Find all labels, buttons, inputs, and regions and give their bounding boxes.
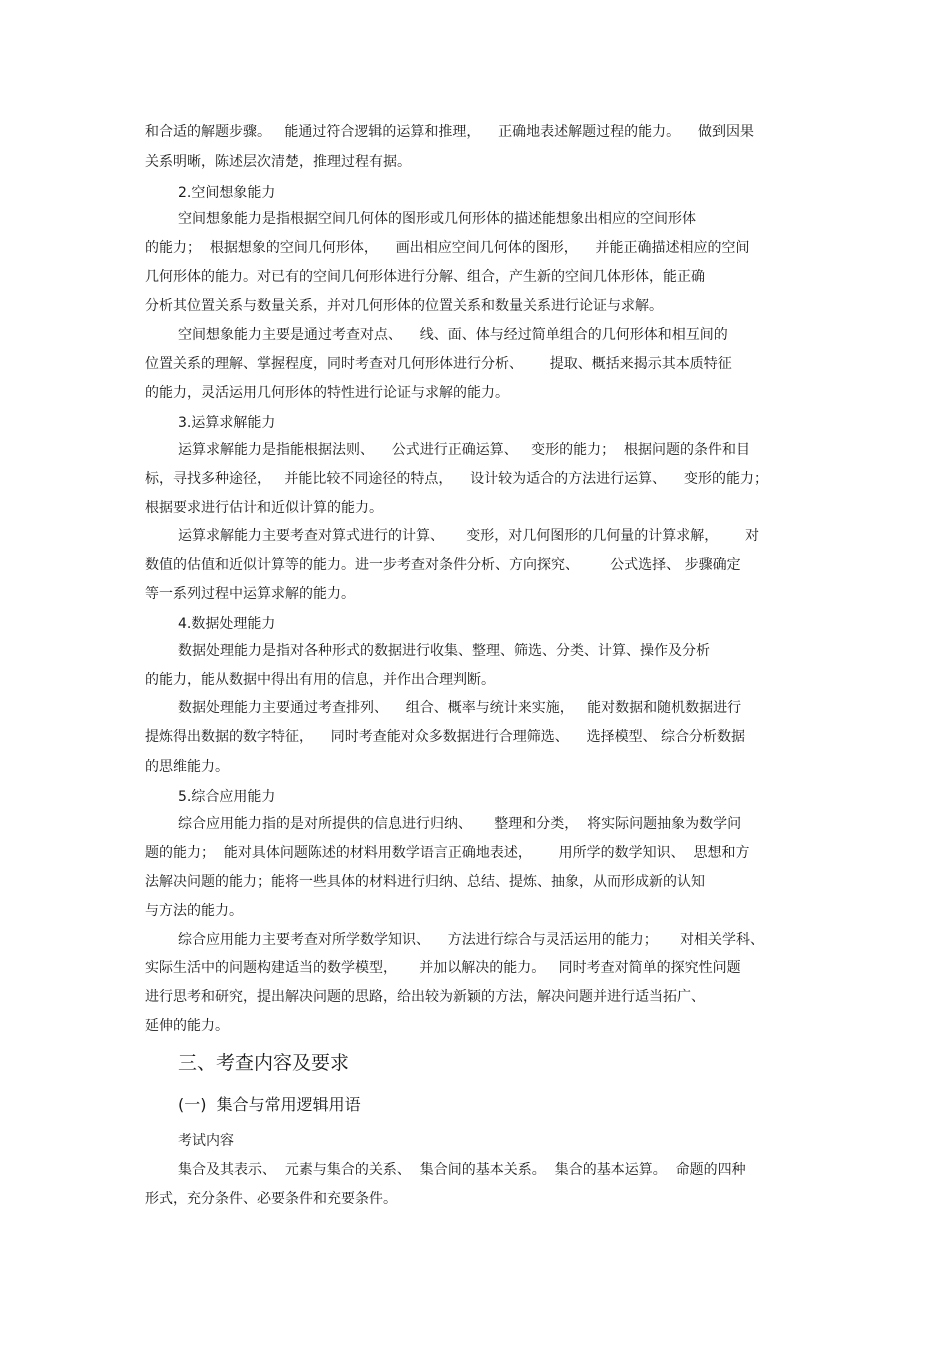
paragraph-line: 运算求解能力是指能根据法则、 公式进行正确运算、 变形的能力； 根据问题的条件和目 xyxy=(178,442,751,458)
paragraph-line: 的能力； 根据想象的空间几何形体， 画出相应空间几何体的图形， 并能正确描述相应的空间 xyxy=(145,240,750,256)
paragraph-line: 运算求解能力主要考查对算式进行的计算、 变形，对几何图形的几何量的计算求解， 对 xyxy=(178,528,759,544)
paragraph-line: 的能力，灵活运用几何形体的特性进行论证与求解的能力。 xyxy=(145,385,509,401)
paragraph-line: 法解决问题的能力；能将一些具体的材料进行归纳、总结、提炼、抽象，从而形成新的认知 xyxy=(145,874,705,890)
paragraph-line: 根据要求进行估计和近似计算的能力。 xyxy=(145,500,383,516)
section-heading: 2.空间想象能力 xyxy=(178,185,276,201)
paragraph-line: 实际生活中的问题构建适当的数学模型， 并加以解决的能力。 同时考查对简单的探究性问题 xyxy=(145,960,741,976)
paragraph-line: 和合适的解题步骤。 能通过符合逻辑的运算和推理， 正确地表述解题过程的能力。 做到因果 xyxy=(145,124,754,140)
paragraph-line: 进行思考和研究，提出解决问题的思路，给出较为新颖的方法，解决问题并进行适当拓广、 xyxy=(145,989,705,1005)
paragraph-line: 形式，充分条件、必要条件和充要条件。 xyxy=(145,1191,397,1207)
paragraph-line: 数据处理能力是指对各种形式的数据进行收集、整理、筛选、分类、计算、操作及分析 xyxy=(178,643,710,659)
paragraph-line: 综合应用能力主要考查对所学数学知识、 方法进行综合与灵活运用的能力； 对相关学科、 xyxy=(178,932,765,948)
paragraph-line: 关系明晰，陈述层次清楚，推理过程有据。 xyxy=(145,154,411,170)
paragraph-line: 集合及其表示、 元素与集合的关系、 集合间的基本关系。 集合的基本运算。 命题的四种 xyxy=(178,1162,746,1178)
paragraph-line: 数值的估值和近似计算等的能力。进一步考查对条件分析、方向探究、 公式选择、 步骤确定 xyxy=(145,557,741,573)
paragraph-line: 的能力，能从数据中得出有用的信息，并作出合理判断。 xyxy=(145,672,495,688)
paragraph-line: 空间想象能力主要是通过考查对点、 线、面、体与经过简单组合的几何形体和相互间的 xyxy=(178,327,728,343)
paragraph-line: 数据处理能力主要通过考查排列、 组合、概率与统计来实施， 能对数据和随机数据进行 xyxy=(178,700,742,716)
section-heading: 3.运算求解能力 xyxy=(178,415,276,431)
subsection-heading: (一) 集合与常用逻辑用语 xyxy=(178,1095,361,1114)
paragraph-line: 几何形体的能力。对已有的空间几何形体进行分解、组合，产生新的空间几体形体，能正确 xyxy=(145,269,705,285)
paragraph-line: 分析其位置关系与数量关系，并对几何形体的位置关系和数量关系进行论证与求解。 xyxy=(145,298,663,314)
paragraph-line: 标，寻找多种途径， 并能比较不同途径的特点， 设计较为适合的方法进行运算、 变形的能力； xyxy=(145,471,768,487)
paragraph-line: 位置关系的理解、掌握程度，同时考查对几何形体进行分析、 提取、概括来揭示其本质特征 xyxy=(145,356,732,372)
paragraph-line: 与方法的能力。 xyxy=(145,903,243,919)
paragraph-line: 空间想象能力是指根据空间几何体的图形或几何形体的描述能想象出相应的空间形体 xyxy=(178,211,696,227)
paragraph-line: 题的能力； 能对具体问题陈述的材料用数学语言正确地表述， 用所学的数学知识、 思想和方 xyxy=(145,845,750,861)
section-heading: 4.数据处理能力 xyxy=(178,616,276,632)
section-heading: 5.综合应用能力 xyxy=(178,789,276,805)
paragraph-line: 等一系列过程中运算求解的能力。 xyxy=(145,586,355,602)
paragraph-line: 提炼得出数据的数字特征， 同时考查能对众多数据进行合理筛选、 选择模型、 综合分析数据 xyxy=(145,729,746,745)
chapter-heading: 三、考查内容及要求 xyxy=(178,1052,350,1074)
paragraph-line: 的思维能力。 xyxy=(145,759,229,775)
paragraph-line: 综合应用能力指的是对所提供的信息进行归纳、 整理和分类， 将实际问题抽象为数学问 xyxy=(178,816,742,832)
paragraph-line: 延伸的能力。 xyxy=(145,1018,229,1034)
content-label: 考试内容 xyxy=(178,1133,234,1149)
